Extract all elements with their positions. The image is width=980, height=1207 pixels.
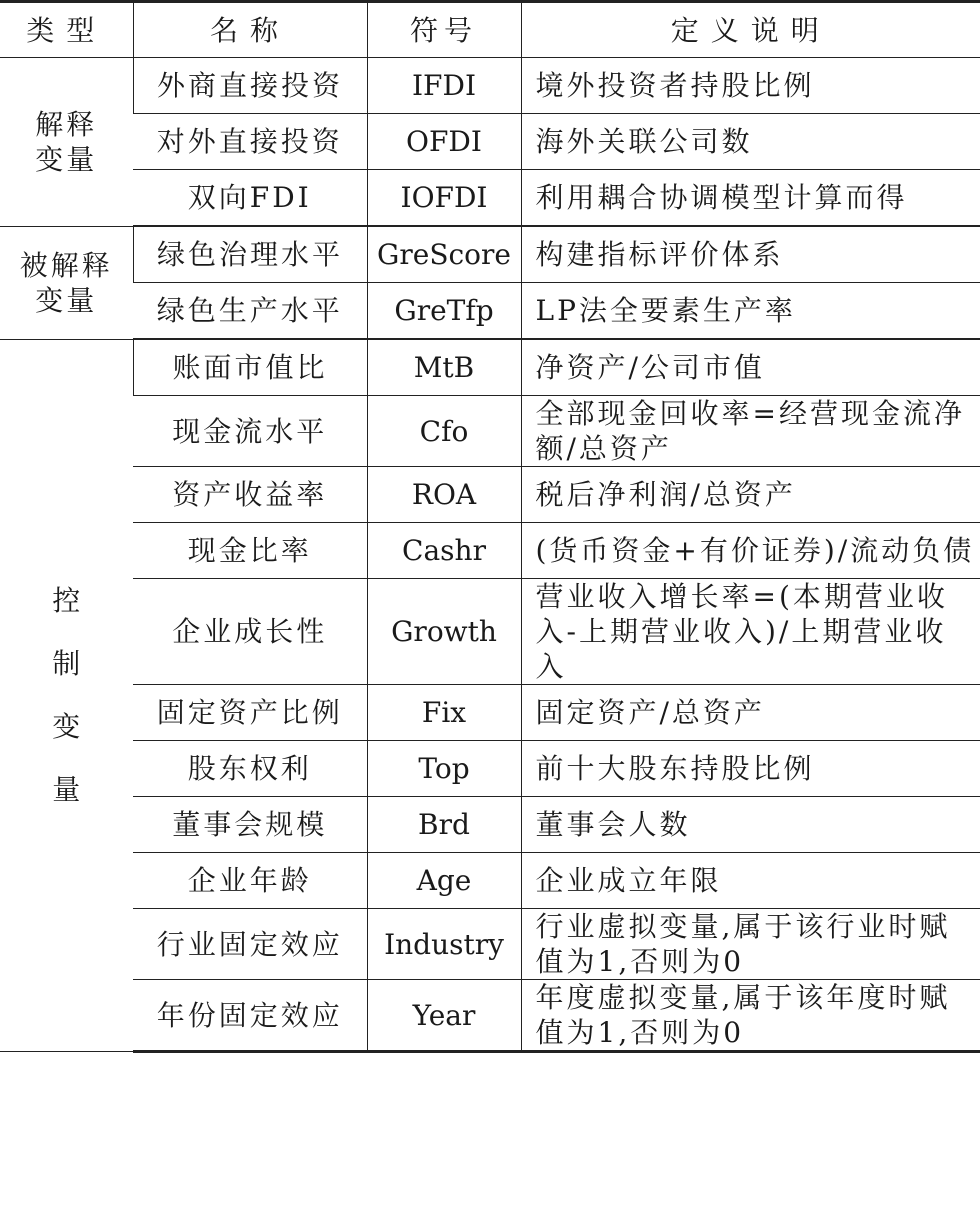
header-name: 名称 — [133, 2, 367, 58]
variable-symbol: IOFDI — [367, 170, 521, 227]
table-row — [0, 797, 980, 853]
table-row — [0, 685, 980, 741]
variable-definition: 海外关联公司数 — [521, 114, 980, 170]
variable-definition: 企业成立年限 — [521, 853, 980, 909]
table-row — [0, 170, 980, 227]
variable-symbol: Industry — [367, 909, 521, 980]
variable-symbol: IFDI — [367, 58, 521, 114]
variable-symbol: Brd — [367, 797, 521, 853]
variable-symbol: Top — [367, 741, 521, 797]
variable-symbol: Cfo — [367, 396, 521, 467]
variable-definition: 前十大股东持股比例 — [521, 741, 980, 797]
variable-name: 董事会规模 — [133, 797, 367, 853]
table-row — [0, 58, 980, 114]
table-row — [0, 980, 980, 1052]
table-row — [0, 396, 980, 467]
variable-definition: 境外投资者持股比例 — [521, 58, 980, 114]
variable-definition: (货币资金+有价证券)/流动负债 — [521, 523, 980, 579]
variable-symbol: Growth — [367, 579, 521, 685]
header-type: 类型 — [0, 2, 133, 58]
variable-symbol: ROA — [367, 467, 521, 523]
variable-definition: 利用耦合协调模型计算而得 — [521, 170, 980, 227]
variable-definition: 构建指标评价体系 — [521, 226, 980, 283]
variable-symbol: GreTfp — [367, 283, 521, 340]
table-row — [0, 114, 980, 170]
variable-definition: 年度虚拟变量,属于该年度时赋值为1,否则为0 — [521, 980, 980, 1052]
variable-name: 企业年龄 — [133, 853, 367, 909]
variable-definition: 全部现金回收率=经营现金流净额/总资产 — [521, 396, 980, 467]
variable-name: 账面市值比 — [133, 339, 367, 396]
table-row — [0, 853, 980, 909]
table-row — [0, 226, 980, 283]
group-type-explanatory: 解释 变量 — [0, 58, 133, 227]
variable-definition: 董事会人数 — [521, 797, 980, 853]
variable-name: 现金流水平 — [133, 396, 367, 467]
variable-name: 股东权利 — [133, 741, 367, 797]
variable-definition: 营业收入增长率=(本期营业收入-上期营业收入)/上期营业收入 — [521, 579, 980, 685]
variable-symbol: Fix — [367, 685, 521, 741]
variable-name: 资产收益率 — [133, 467, 367, 523]
variable-definition: 净资产/公司市值 — [521, 339, 980, 396]
table-row — [0, 909, 980, 980]
variable-definition: LP法全要素生产率 — [521, 283, 980, 340]
header-symbol: 符号 — [367, 2, 521, 58]
group-type-control: 控 制 变 量 — [0, 339, 133, 1052]
variable-definition: 固定资产/总资产 — [521, 685, 980, 741]
table-row — [0, 523, 980, 579]
table-row — [0, 467, 980, 523]
header-definition: 定义说明 — [521, 2, 980, 58]
variable-name: 对外直接投资 — [133, 114, 367, 170]
variable-name: 绿色生产水平 — [133, 283, 367, 340]
variable-name: 行业固定效应 — [133, 909, 367, 980]
variable-symbol: MtB — [367, 339, 521, 396]
table-row — [0, 283, 980, 340]
variable-name: 现金比率 — [133, 523, 367, 579]
group-type-dependent: 被解释 变量 — [0, 226, 133, 339]
variable-name: 企业成长性 — [133, 579, 367, 685]
variable-symbol: Age — [367, 853, 521, 909]
variable-name: 年份固定效应 — [133, 980, 367, 1052]
variable-definition: 行业虚拟变量,属于该行业时赋值为1,否则为0 — [521, 909, 980, 980]
variable-name: 绿色治理水平 — [133, 226, 367, 283]
table-row — [0, 339, 980, 396]
variable-name: 固定资产比例 — [133, 685, 367, 741]
variable-symbol: OFDI — [367, 114, 521, 170]
variable-name: 双向FDI — [133, 170, 367, 227]
table-row — [0, 741, 980, 797]
variable-symbol: Cashr — [367, 523, 521, 579]
table-row — [0, 579, 980, 685]
variable-definition: 税后净利润/总资产 — [521, 467, 980, 523]
table-header-row — [0, 2, 980, 58]
variable-symbol: GreScore — [367, 226, 521, 283]
variable-name: 外商直接投资 — [133, 58, 367, 114]
variable-symbol: Year — [367, 980, 521, 1052]
